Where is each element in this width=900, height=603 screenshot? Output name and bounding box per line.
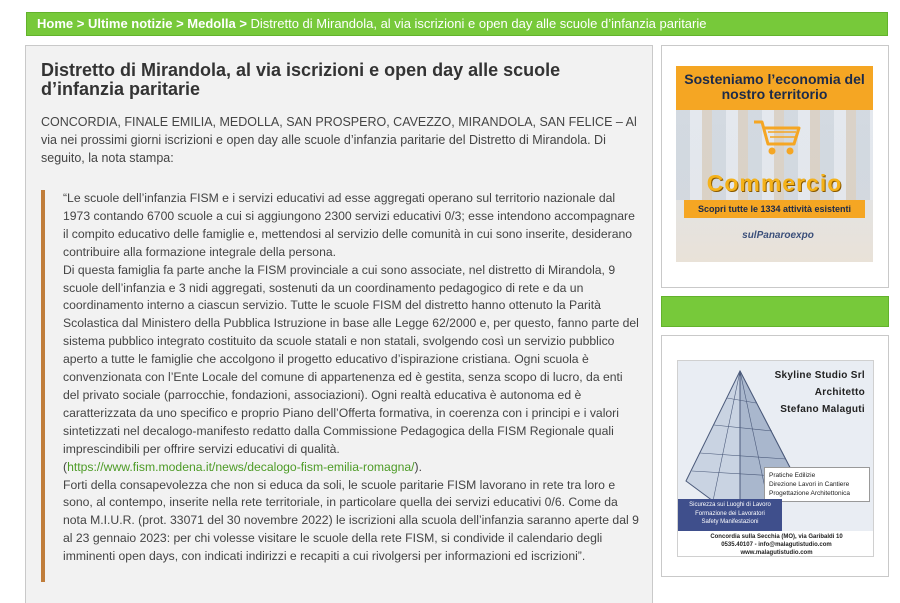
skyline-website: www.malagutistudio.com <box>740 550 813 556</box>
sidebar-ad-box <box>661 335 889 577</box>
breadcrumb-separator: > <box>172 16 188 31</box>
breadcrumb-current: Distretto di Mirandola, al via iscrizioni e open day alle scuole d’infanzia paritarie <box>250 16 707 31</box>
skyline-role: Architetto <box>814 387 865 398</box>
commercio-title: Commercio <box>706 170 843 196</box>
breadcrumb-separator: > <box>73 16 88 31</box>
skyline-services-list <box>764 467 870 502</box>
skyline-company <box>755 367 865 418</box>
quote-paragraph: Forti della consapevolezza che non si educa da soli, le scuole paritarie FISM lavorano in rete tra loro e sono, al contempo, inserite nella rete territoriale, in particolare quella dei servizi educativi 0/6. Come da nota M.I.U.R. (prot. 33071 del 30 novembre 2022) le iscrizioni alla scuola dell’infanzia saranno aperte dal 9 al 23 gennaio 2023: per chi volesse visitare le scuole della rete FISM, si condivide il calendario degli imminenti open days, con indicati indirizzi e recapiti a cui rivolgersi per informazioni ed iscrizioni”. <box>63 477 639 564</box>
breadcrumb-news-link[interactable]: Ultime notizie <box>87 16 173 31</box>
quote-paragraph <box>63 262 641 477</box>
article-title: Distretto di Mirandola, al via iscrizioni e open day alle scuole d’infanzia paritarie <box>41 60 561 99</box>
breadcrumb-home-link[interactable]: Home <box>37 16 74 31</box>
service-item: Direzione Lavori in Cantiere <box>769 481 850 488</box>
safety-item: Formazione dei Lavoratori <box>695 510 765 517</box>
safety-item: Safety Manifestazioni <box>701 519 759 525</box>
commercio-banner[interactable] <box>676 66 873 262</box>
article-container <box>25 45 653 603</box>
service-item: Pratiche Edilizie <box>769 472 816 479</box>
breadcrumb-separator: > <box>235 16 251 31</box>
skyline-studio-banner[interactable] <box>677 360 874 557</box>
shopping-cart-icon <box>752 118 802 158</box>
safety-item: Sicurezza sui Luoghi di Lavoro <box>689 502 771 508</box>
skyline-address: Concordia sulla Secchia (MO), via Garibaldi 10 <box>710 534 843 540</box>
press-release-quote <box>41 190 641 582</box>
fism-decalogo-link[interactable]: https://www.fism.modena.it/news/decalogo-fism-emilia-romagna/ <box>67 459 415 474</box>
skyline-architect-name: Stefano Malaguti <box>780 404 865 415</box>
link-paren: ( <box>63 459 68 474</box>
skyline-safety-list <box>678 499 782 531</box>
link-paren: ). <box>414 459 422 474</box>
skyline-footer <box>678 533 874 557</box>
breadcrumb <box>26 12 888 36</box>
service-item: Progettazione Architettonica <box>769 490 850 497</box>
sulpanaroexpo-logo: sulPanaroexpo <box>742 230 814 241</box>
sidebar-ad-box <box>661 45 889 288</box>
breadcrumb-town-link[interactable]: Medolla <box>187 16 236 31</box>
article-lead: CONCORDIA, FINALE EMILIA, MEDOLLA, SAN PROSPERO, CAVEZZO, MIRANDOLA, SAN FELICE – Al via nei prossimi giorni iscrizioni e open day alle scuole d’infanzia paritarie del Distretto di Mirandola. Di seguito, la nota stampa: <box>41 115 637 165</box>
skyline-contacts: 0535.40107 - info@malagutistudio.com <box>721 542 832 548</box>
sidebar-green-bar <box>661 296 889 327</box>
commercio-headline: Sosteniamo l’economia del nostro territorio <box>676 66 873 110</box>
skyline-company-name: Skyline Studio Srl <box>774 370 865 381</box>
quote-paragraph: “Le scuole dell’infanzia FISM e i servizi educativi ad esse aggregati operano sul territorio nazionale dal 1973 contando 6700 scuole a cui si aggiungono 2300 servizi educativi 0/3; esse intendono accompagnare il compito educativo delle famiglie e, mettendosi al servizio delle comunità in cui sono inserite, desiderano contribuire alla formazione integrale della persona. <box>63 191 635 259</box>
commercio-cta: Scopri tutte le 1334 attività esistenti <box>684 200 865 218</box>
quote-text: Di questa famiglia fa parte anche la FISM provinciale a cui sono associate, nel distretto di Mirandola, 9 scuole dell’infanzia e 3 nidi aggregati, sostenuti da un coordinamento pedagogico di rete e da un coordinamento interno a ciascun servizio. Tutte le scuole FISM del distretto hanno ottenuto la Parità Scolastica dal Ministero della Pubblica Istruzione in base alle Legge 62/2000 e, per questo, fanno parte del sistema pubblico integrato costituito da scuole statali e non statali, svolgendo così un servizio pubblico aperto a tutte le famiglie che accolgono il progetto educativo d’ispirazione cristiana. Ogni scuola è convenzionata con l’Ente Locale del comune di appartenenza ed è gestita, senza scopo di lucro, da enti del privato sociale (parrocchie, fondazioni, associazioni). Ogni realtà educativa è autonoma ed è caratterizzata da uno specifico e proprio Piano dell’Offerta formativa, in coerenza con i principi e i valori sintetizzati nel decalogo-manifesto redatto dalla Commissione Pedagogica della FISM Regionale quali imprescindibili per offrire servizi educativi di qualità. <box>63 262 639 456</box>
